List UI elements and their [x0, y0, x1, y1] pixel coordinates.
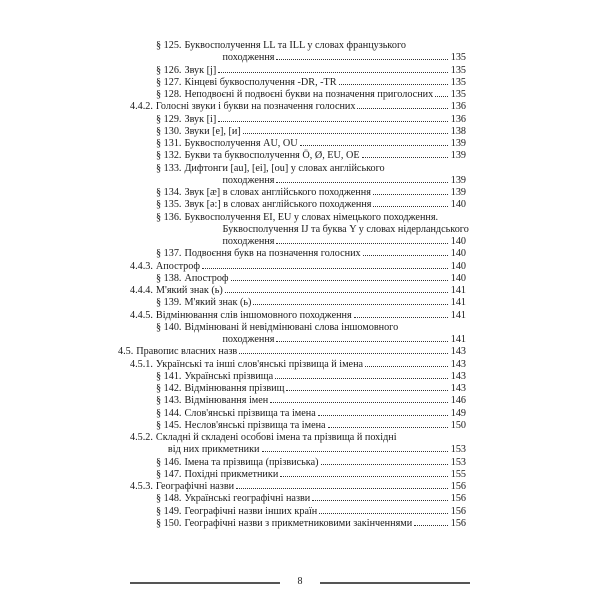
toc-page-number: 140 [450, 199, 466, 211]
toc-entry-number: § 137. [156, 248, 182, 260]
toc-entry-title: Звук [і] [184, 113, 217, 125]
toc-entry-line [156, 89, 466, 101]
toc-page-number: 156 [450, 505, 466, 517]
toc-entry-title: Складні й складені особові імена та прізвища й похідні [155, 432, 397, 443]
toc-entry-title: Неподвоєні й подвоєні букви на позначення приголосних [184, 89, 434, 100]
toc-entry [118, 138, 466, 150]
toc-entry-line [156, 175, 466, 187]
toc-entry-title: Похідні прикметники [184, 468, 279, 480]
toc-page-number: 155 [450, 468, 466, 480]
toc-entry-line [130, 359, 466, 371]
toc-entry-number: § 140. [156, 321, 182, 333]
toc-page-number: 153 [450, 444, 466, 456]
toc-entry [118, 187, 466, 199]
toc-entry [118, 163, 466, 188]
toc-entry-title: походження [222, 174, 275, 186]
toc-leader-dots [286, 389, 448, 391]
toc-leader-dots [262, 450, 448, 452]
toc-entry-title: Буквосполучення EI, EU у словах німецького походження. [184, 211, 439, 223]
toc-leader-dots [339, 83, 448, 85]
toc-leader-dots [319, 512, 448, 514]
toc-entry-title: Правопис власних назв [136, 346, 238, 358]
toc-entry-title: Звук [j] [184, 64, 217, 76]
toc-entry-line [156, 150, 466, 162]
toc-leader-dots [357, 107, 448, 109]
toc-entry [118, 371, 466, 383]
toc-entry-title: Звук [æ] в словах англійського походження [184, 187, 371, 198]
toc-page-number: 150 [450, 419, 466, 431]
toc-entry-number: § 131. [156, 138, 182, 149]
toc-leader-dots [270, 401, 448, 403]
toc-leader-dots [362, 156, 448, 158]
toc-entry [118, 101, 466, 113]
toc-entry [118, 285, 466, 297]
toc-page-number: 156 [450, 517, 466, 529]
toc-page-number: 135 [450, 76, 466, 88]
toc-entry-number: § 143. [156, 395, 182, 407]
toc-entry-line [156, 383, 466, 395]
toc-entry [118, 506, 466, 518]
toc-entry-title: Буквосполучення AU, OU [184, 138, 298, 149]
toc-entry-title: Українські та інші слов'янські прізвища й імена [155, 358, 364, 370]
toc-entry [118, 211, 469, 249]
toc-entry-number: 4.4.2. [130, 101, 153, 113]
toc-page-number: 141 [450, 297, 466, 309]
toc-entry-title: Неслов'янські прізвища та імена [184, 419, 326, 431]
toc-entry-title: походження [222, 334, 275, 345]
toc-entry-title: Голосні звуки і букви на позначення голосних [155, 101, 356, 113]
toc-page-number: 143 [450, 383, 466, 394]
toc-leader-dots [318, 414, 448, 416]
toc-entry-number: § 136. [156, 211, 182, 223]
toc-entry-line [156, 236, 466, 248]
toc-entry-line [156, 248, 466, 260]
toc-leader-dots [312, 499, 448, 501]
toc-entry [118, 359, 466, 371]
toc-entry-number: § 144. [156, 407, 182, 419]
toc-entry-title: М'який знак (ь) [155, 285, 223, 296]
toc-leader-dots [236, 487, 448, 489]
toc-page-number: 143 [450, 346, 466, 358]
toc-leader-dots [321, 463, 448, 465]
toc-entry [118, 297, 466, 309]
toc-entry-title: Звук [ə:] в словах англійського походження [184, 199, 372, 211]
toc-page-number: 141 [450, 309, 466, 321]
toc-leader-dots [253, 303, 448, 305]
toc-page-number: 140 [450, 272, 466, 284]
toc-page-number: 139 [450, 187, 466, 198]
page-number: 8 [297, 576, 303, 587]
toc-entry-title: Буквосполучення LL та ILL у словах французького [184, 40, 406, 51]
toc-page-number: 141 [450, 334, 466, 345]
toc-entry-line [156, 469, 466, 481]
toc-page-number: 143 [450, 370, 466, 382]
toc-entry [118, 150, 466, 162]
toc-entry-number: § 127. [156, 76, 182, 88]
toc-entry-number: § 135. [156, 199, 182, 211]
toc-entry-title: Імена та прізвища (прізвиська) [184, 456, 319, 468]
toc-leader-dots [276, 340, 448, 342]
toc-entry-number: 4.4.4. [130, 285, 153, 296]
toc-entry-title: Подвоєння букв на позначення голосних [184, 248, 361, 260]
toc-entry-line [156, 40, 466, 52]
toc-leader-dots [276, 58, 448, 60]
toc-entry [118, 40, 466, 65]
toc-entry [118, 432, 466, 457]
toc-entry-line [156, 77, 466, 89]
toc-entry-line [156, 52, 466, 64]
toc-leader-dots [218, 71, 448, 73]
toc-entry-title: Слов'янські прізвища та імена [184, 407, 316, 419]
toc-page-number: 140 [450, 236, 466, 247]
toc-leader-dots [280, 475, 448, 477]
toc-page-number: 135 [450, 89, 466, 100]
toc-entry [118, 322, 466, 347]
toc-entry-line [156, 371, 466, 383]
toc-leader-dots [276, 181, 448, 183]
toc-entry-line [156, 518, 466, 530]
toc-entry [118, 346, 466, 358]
toc-leader-dots [218, 120, 448, 122]
page-footer [130, 576, 470, 588]
toc-entry [118, 114, 466, 126]
toc-page-number: 135 [450, 64, 466, 76]
toc-entry-number: § 129. [156, 113, 182, 125]
toc-leader-dots [354, 316, 448, 318]
toc-entry [118, 77, 466, 89]
toc-entry-title: походження [222, 236, 275, 247]
toc-entry-number: § 133. [156, 162, 182, 174]
toc-entry-line [156, 223, 469, 236]
toc-page-number: 143 [450, 358, 466, 370]
toc-entry [118, 457, 466, 469]
toc-entry-title: Відмінювання прізвищ [184, 383, 285, 394]
toc-page-number: 139 [450, 174, 466, 186]
toc-entry-line [130, 285, 466, 297]
toc-entry-number: § 145. [156, 419, 182, 431]
toc-leader-dots [202, 267, 448, 269]
toc-leader-dots [365, 365, 448, 367]
toc-entry-title: Звуки [е], [и] [184, 125, 241, 137]
toc-page-number: 138 [450, 125, 466, 137]
toc-entry [118, 65, 466, 77]
toc-entry-title: Букви та буквосполучення Ö, Ø, EU, OE [184, 150, 360, 162]
toc-entry-title: Українські географічні назви [184, 493, 311, 505]
toc-entry-number: § 142. [156, 383, 182, 394]
toc-entry [118, 518, 466, 530]
toc-entry-title: Українські прізвища [184, 370, 274, 382]
toc-page-number: 140 [450, 260, 466, 272]
toc-entry-number: 4.5. [118, 346, 134, 358]
toc-entry-line [156, 126, 466, 138]
toc-entry-line [156, 493, 466, 505]
toc-entry [118, 469, 466, 481]
toc-entry-line [130, 310, 466, 322]
toc-entry-line [156, 334, 466, 346]
toc-entry-line [130, 261, 466, 273]
toc-entry-number: § 125. [156, 40, 182, 51]
toc-entry-line [156, 187, 466, 199]
table-of-contents [118, 40, 469, 530]
toc-entry [118, 248, 466, 260]
toc-page-number: 135 [450, 52, 466, 64]
toc-entry-title: Географічні назви з прикметниковими закінченнями [184, 517, 413, 529]
toc-entry-line [156, 114, 466, 126]
toc-leader-dots [276, 242, 448, 244]
toc-entry [118, 310, 466, 322]
toc-page-number: 156 [450, 481, 466, 492]
toc-entry-line [156, 199, 466, 211]
toc-entry-line [156, 395, 466, 407]
toc-entry-line [130, 432, 466, 444]
toc-leader-dots [231, 279, 448, 281]
toc-leader-dots [300, 144, 448, 146]
toc-entry [118, 408, 466, 420]
toc-entry-title: від них прикметники [167, 444, 260, 456]
toc-entry [118, 261, 466, 273]
toc-entry-number: 4.5.2. [130, 432, 153, 443]
toc-leader-dots [373, 205, 448, 207]
toc-entry-title: Апостроф [155, 260, 200, 272]
toc-entry-title: Кінцеві буквосполучення -DR, -TR [184, 76, 337, 88]
toc-page-number: 156 [450, 493, 466, 505]
toc-entry-title: Географічні назви інших країн [184, 505, 318, 517]
toc-entry-title: М'який знак (ь) [184, 297, 252, 309]
toc-entry-title: Апостроф [184, 272, 229, 284]
toc-page-number: 149 [450, 407, 466, 419]
toc-entry-line [156, 297, 466, 309]
toc-entry-line [156, 408, 466, 420]
toc-entry-number: § 148. [156, 493, 182, 505]
toc-leader-dots [243, 132, 448, 134]
toc-entry-number: § 138. [156, 272, 182, 284]
toc-entry-number: § 139. [156, 297, 182, 309]
toc-entry-title: Дифтонги [au], [ei], [ou] у словах англійського [184, 162, 385, 174]
toc-entry-number: § 150. [156, 517, 182, 529]
toc-entry-line [156, 420, 466, 432]
toc-page-number: 136 [450, 113, 466, 125]
toc-page-number: 140 [450, 248, 466, 260]
toc-entry-title: Буквосполучення IJ та буква Y у словах нідерландського [222, 223, 469, 235]
toc-entry-title: Відмінювання імен [184, 395, 269, 407]
footer-rule-right [320, 582, 470, 584]
toc-leader-dots [275, 377, 448, 379]
toc-leader-dots [414, 524, 448, 526]
toc-entry-title: походження [222, 52, 275, 64]
toc-page-number: 153 [450, 456, 466, 468]
toc-entry-line [156, 212, 466, 224]
toc-entry [118, 199, 466, 211]
toc-leader-dots [435, 95, 448, 97]
toc-entry-line [156, 457, 466, 469]
toc-entry-number: 4.5.1. [130, 358, 153, 370]
toc-entry-number: § 147. [156, 468, 182, 480]
toc-leader-dots [328, 426, 448, 428]
toc-page-number: 139 [450, 150, 466, 162]
toc-entry [118, 383, 466, 395]
toc-entry-number: 4.4.5. [130, 309, 153, 321]
toc-entry-title: Відмінювання слів іншомовного походження [155, 309, 352, 321]
toc-entry [118, 273, 466, 285]
toc-entry-line [130, 101, 466, 113]
toc-entry-number: § 141. [156, 370, 182, 382]
toc-entry-line [130, 481, 466, 493]
toc-leader-dots [225, 291, 448, 293]
toc-entry-number: § 126. [156, 64, 182, 76]
toc-entry-number: § 149. [156, 505, 182, 517]
toc-entry-number: § 134. [156, 187, 182, 198]
toc-entry-number: § 146. [156, 456, 182, 468]
toc-entry [118, 420, 466, 432]
toc-entry-line [130, 444, 466, 456]
toc-entry-line [156, 65, 466, 77]
toc-entry-line [156, 138, 466, 150]
toc-entry-number: § 132. [156, 150, 182, 162]
toc-leader-dots [363, 254, 448, 256]
toc-entry-line [156, 163, 466, 175]
toc-page-number: 136 [450, 101, 466, 113]
toc-page-number: 146 [450, 395, 466, 407]
toc-entry-title: Географічні назви [155, 481, 235, 492]
toc-page-number: 141 [450, 285, 466, 296]
toc-leader-dots [373, 193, 448, 195]
toc-entry [118, 395, 466, 407]
toc-entry-number: § 130. [156, 125, 182, 137]
toc-entry-number: 4.5.3. [130, 481, 153, 492]
toc-entry-line [156, 322, 466, 334]
toc-entry-number: § 128. [156, 89, 182, 100]
toc-entry [118, 493, 466, 505]
toc-entry-number: 4.4.3. [130, 260, 153, 272]
toc-entry-line [118, 346, 466, 358]
toc-entry-line [156, 506, 466, 518]
toc-entry-title: Відмінювані й невідмінювані слова іншомовного [184, 321, 399, 333]
toc-entry [118, 126, 466, 138]
toc-entry-line [156, 273, 466, 285]
toc-leader-dots [239, 352, 448, 354]
toc-page-number: 139 [450, 138, 466, 149]
toc-entry [118, 89, 466, 101]
toc-entry [118, 481, 466, 493]
